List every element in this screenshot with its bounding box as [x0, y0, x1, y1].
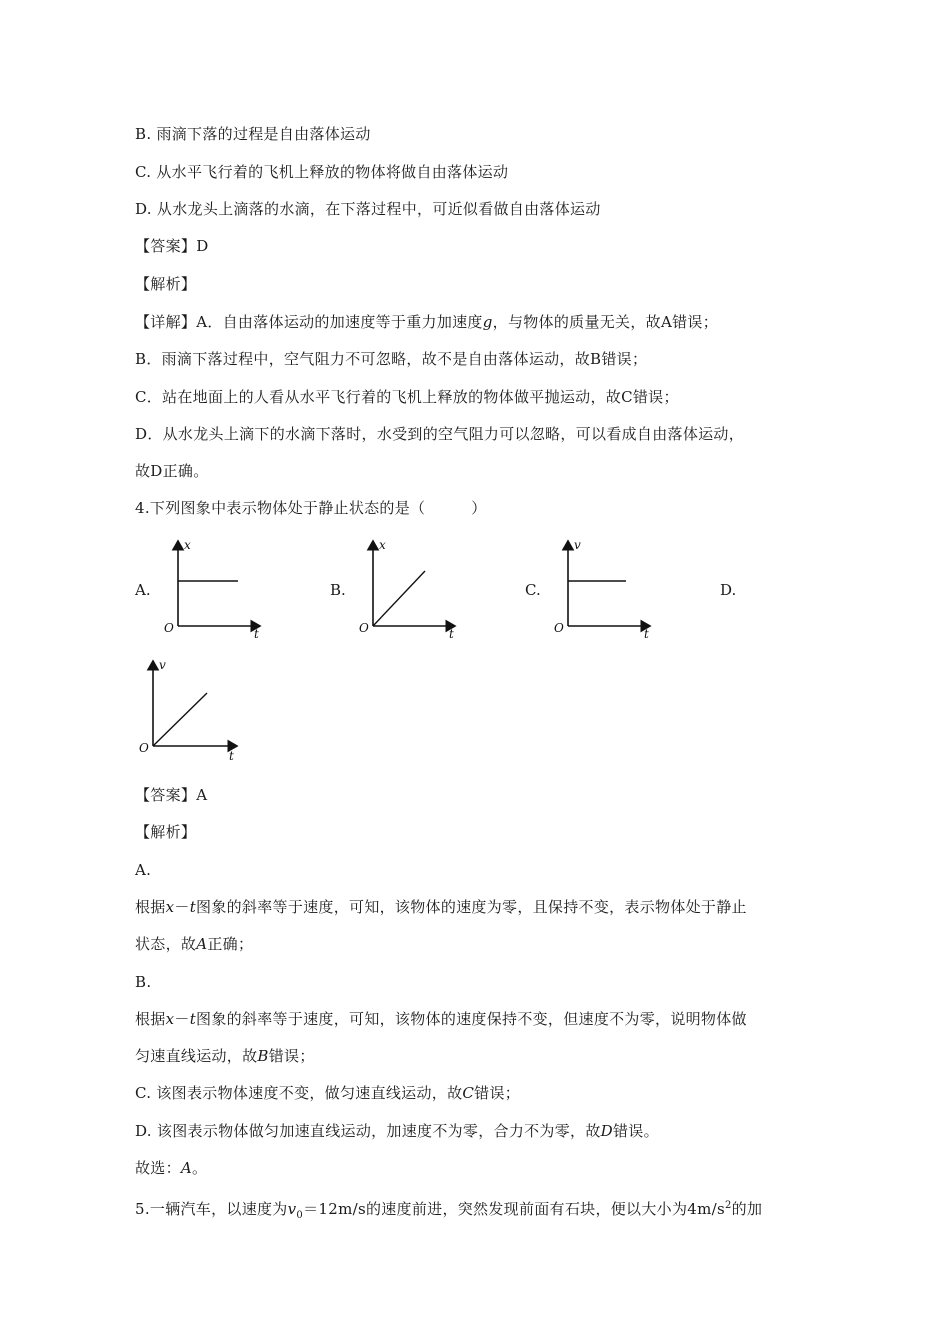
- text-line: A.: [135, 861, 152, 879]
- option-b-label: B.: [330, 581, 346, 599]
- text-line: D．从水龙头上滴下的水滴下落时，水受到的空气阻力可以忽略，可以看成自由落体运动，: [135, 425, 745, 443]
- y-axis-label: v: [159, 658, 166, 672]
- text-line: D. 从水龙头上滴落的水滴，在下落过程中，可近似看做自由落体运动: [135, 200, 601, 218]
- y-axis-label: v: [574, 538, 581, 552]
- graph-line: [153, 693, 207, 746]
- text-line: 根据x－t图象的斜率等于速度，可知，该物体的速度为零，且保持不变，表示物体处于静止: [135, 898, 747, 916]
- graph-b: [355, 535, 470, 645]
- x-axis-label: t: [229, 749, 234, 763]
- option-c-label: C.: [525, 581, 541, 599]
- graph-c: [550, 535, 665, 645]
- text-line: D. 该图表示物体做匀加速直线运动，加速度不为零，合力不为零，故D错误。: [135, 1122, 659, 1140]
- y-axis-label: x: [379, 538, 386, 552]
- graph-line: [373, 571, 425, 626]
- text-line: 状态，故A正确；: [135, 935, 254, 953]
- text-line: C. 从水平飞行着的飞机上释放的物体将做自由落体运动: [135, 163, 509, 181]
- question-4: 4.下列图象中表示物体处于静止状态的是（ ）: [135, 499, 487, 517]
- text-line: B.: [135, 973, 152, 991]
- text-line: 根据x－t图象的斜率等于速度，可知，该物体的速度保持不变，但速度不为零，说明物体做: [135, 1010, 747, 1028]
- analysis-heading: 【解析】: [135, 823, 197, 841]
- x-axis-label: t: [644, 627, 649, 641]
- text-line: B. 雨滴下落的过程是自由落体运动: [135, 125, 371, 143]
- graph-a: [160, 535, 275, 645]
- x-axis-label: t: [449, 627, 454, 641]
- text-line: C．站在地面上的人看从水平飞行着的飞机上释放的物体做平抛运动，故C错误；: [135, 388, 679, 406]
- origin-label: O: [554, 621, 564, 635]
- option-d-label: D.: [720, 581, 737, 599]
- text-line: B．雨滴下落过程中，空气阻力不可忽略，故不是自由落体运动，故B错误；: [135, 350, 648, 368]
- analysis-heading: 【解析】: [135, 275, 197, 293]
- origin-label: O: [359, 621, 369, 635]
- text-line: 【详解】A．自由落体运动的加速度等于重力加速度g，与物体的质量无关，故A错误；: [135, 313, 718, 331]
- text-line: 故D正确。: [135, 462, 209, 480]
- origin-label: O: [164, 621, 174, 635]
- answer-line: 【答案】D: [135, 237, 209, 255]
- text-line: C. 该图表示物体速度不变，做匀速直线运动，故C错误；: [135, 1084, 521, 1102]
- x-axis-label: t: [254, 627, 259, 641]
- answer-line: 【答案】A: [135, 786, 208, 804]
- text-line: 匀速直线运动，故B错误；: [135, 1047, 315, 1065]
- origin-label: O: [139, 741, 149, 755]
- y-axis-label: x: [184, 538, 191, 552]
- question-5: 5.一辆汽车，以速度为$v_0=12m/s$的速度前进，突然发现前面有石块，便以大小为$4m/s^2$的加: [135, 1200, 763, 1221]
- text-line: 故选：A。: [135, 1159, 208, 1177]
- option-a-label: A.: [135, 581, 151, 599]
- graph-d: [137, 655, 252, 765]
